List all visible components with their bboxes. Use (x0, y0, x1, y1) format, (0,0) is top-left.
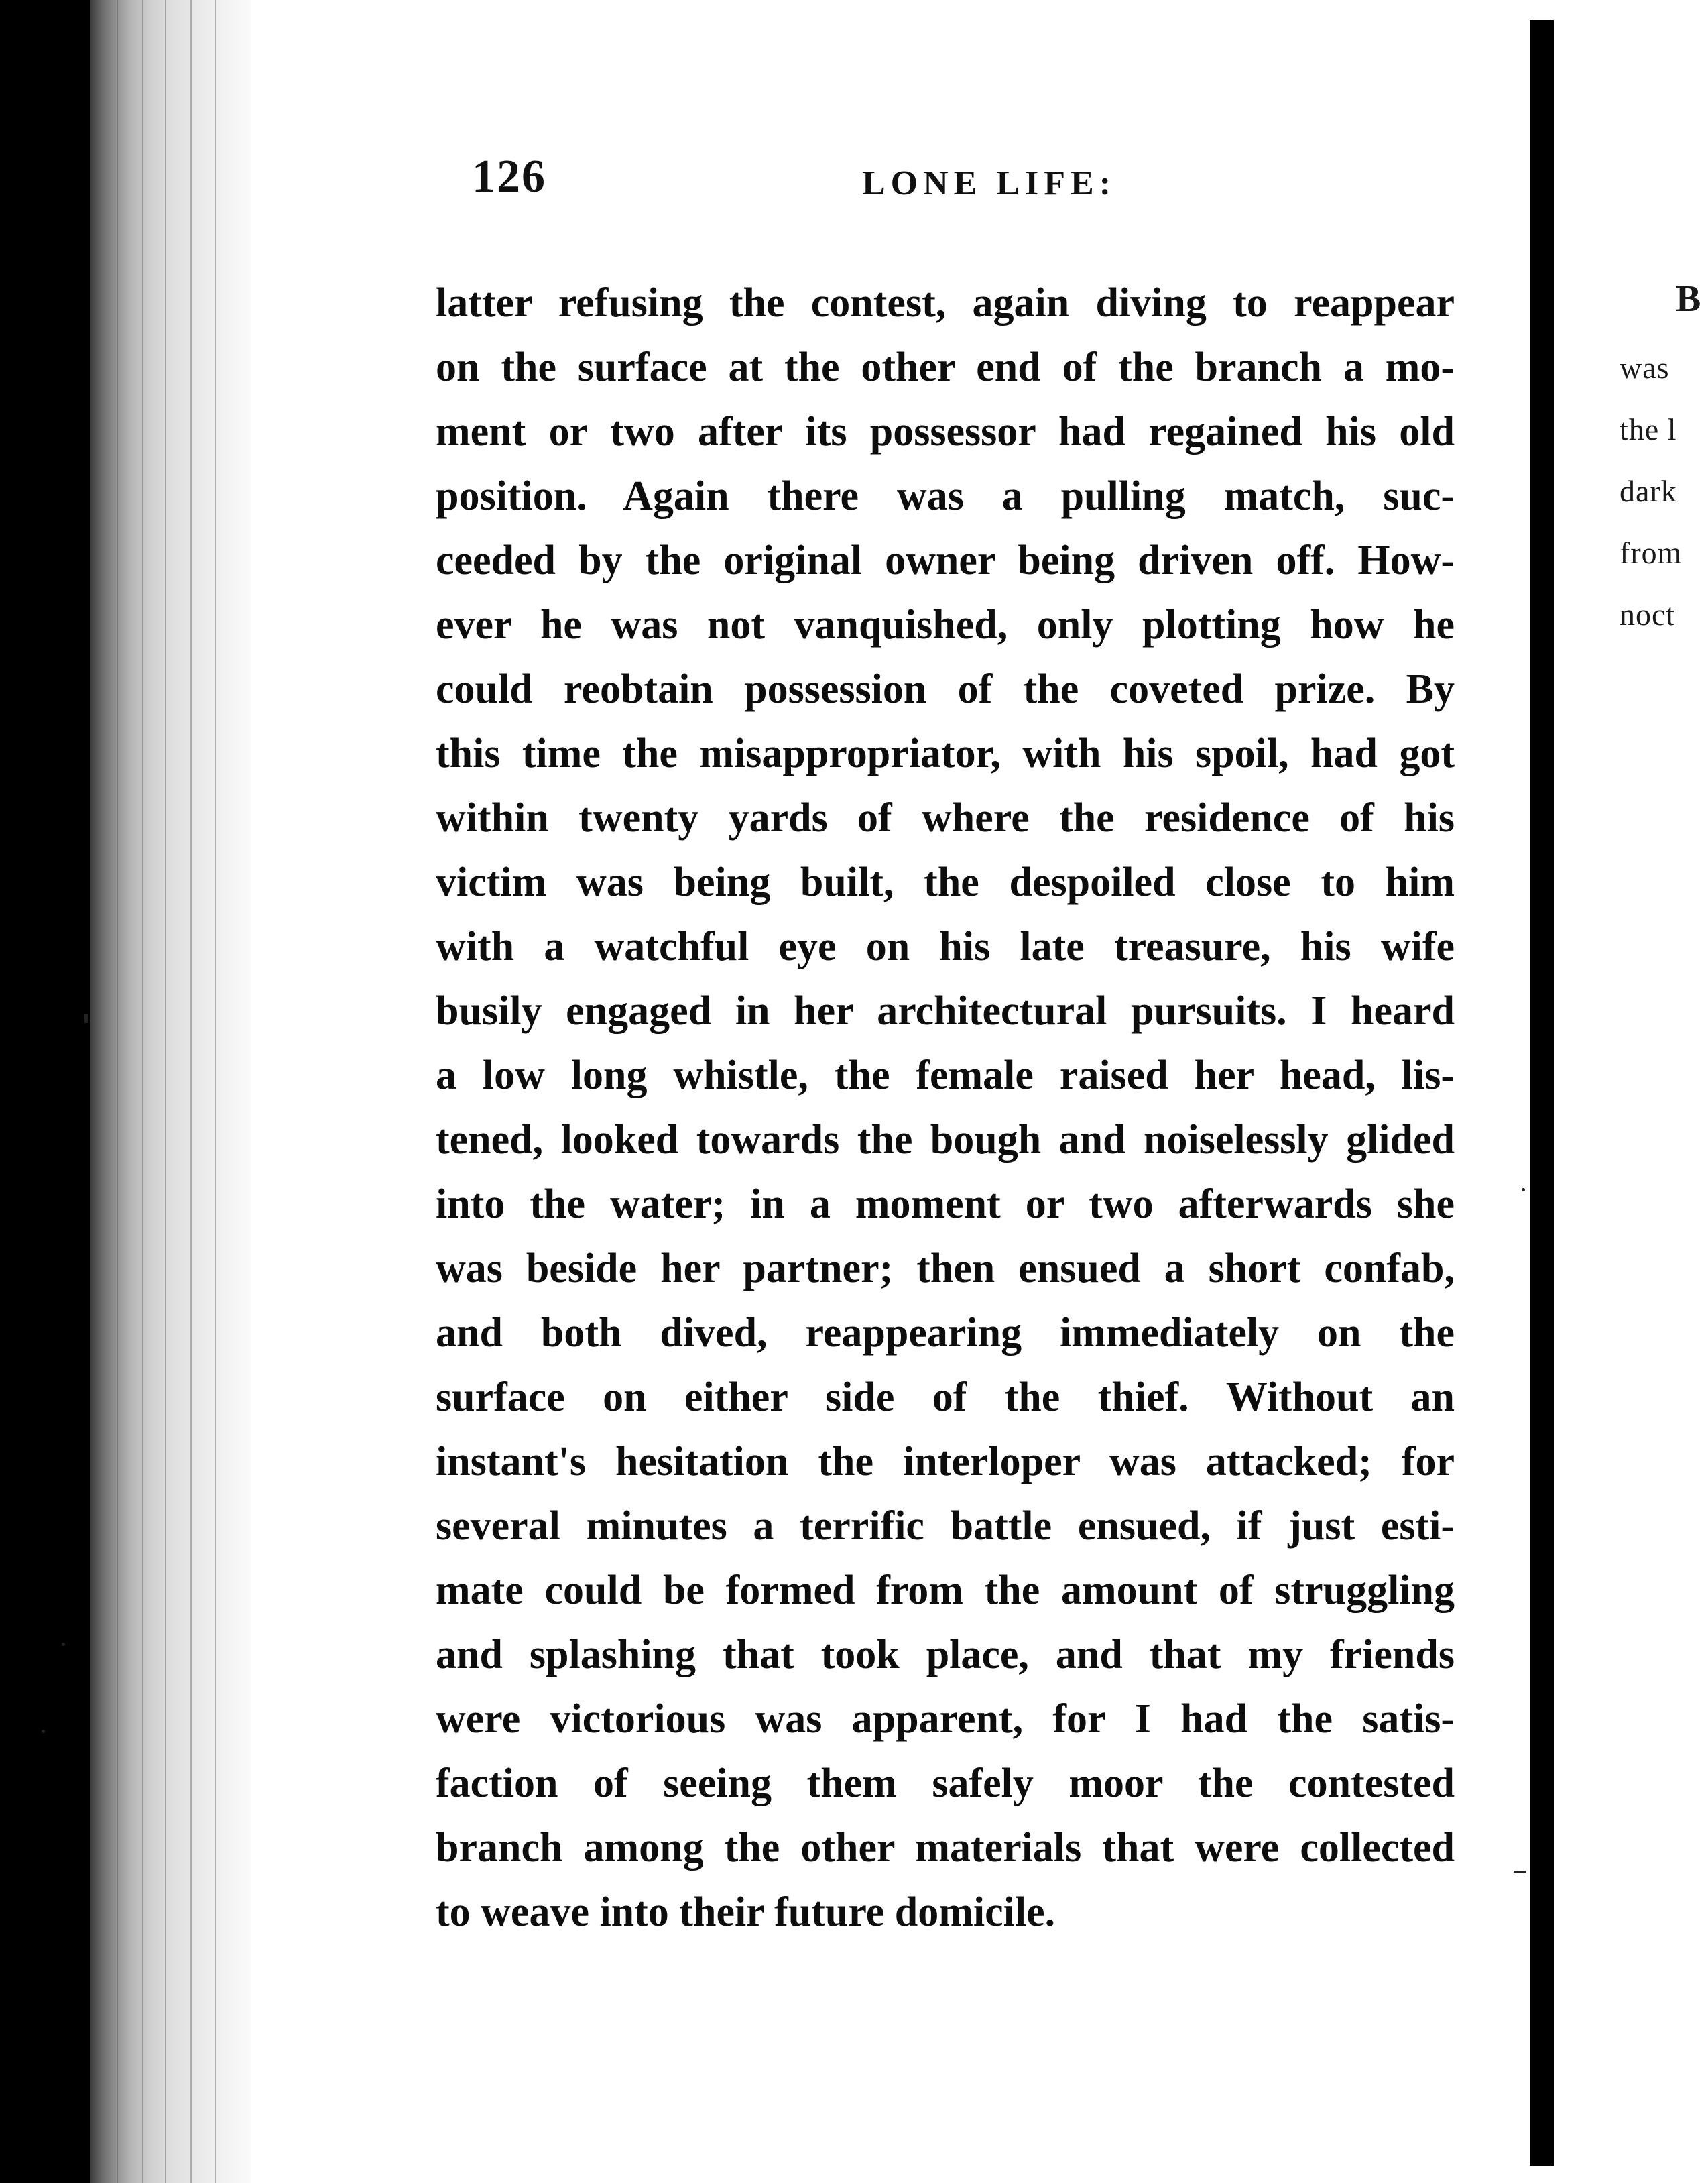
text-line: busily engaged in her architectural pursuits. I heard (436, 988, 1455, 1034)
text-line: and splashing that took place, and that my friends (436, 1632, 1455, 1677)
text-line: into the water; in a moment or two afterwards she (436, 1181, 1455, 1227)
text-line: victim was being built, the despoiled close to him (436, 860, 1455, 905)
running-head: LONE LIFE: (862, 164, 1117, 202)
facing-page-fragment: noct (1620, 597, 1676, 632)
text-line: within twenty yards of where the residence of his (436, 795, 1455, 841)
facing-page-fragment: the l (1620, 412, 1677, 447)
text-line: were victorious was apparent, for I had the satis- (436, 1696, 1455, 1742)
text-line: mate could be formed from the amount of struggling (436, 1568, 1455, 1613)
text-line: instant's hesitation the interloper was attacked; for (436, 1439, 1455, 1484)
text-line: surface on either side of the thief. Without an (436, 1374, 1455, 1420)
text-line: several minutes a terrific battle ensued, if just esti- (436, 1503, 1455, 1549)
facing-page-fragment: from (1620, 536, 1683, 570)
facing-page-fragment: dark (1620, 474, 1677, 508)
text-line: ceeded by the original owner being driven off. How- (436, 538, 1455, 583)
text-line: to weave into their future domicile. (436, 1889, 1056, 1935)
text-line: faction of seeing them safely moor the contested (436, 1761, 1455, 1806)
text-line: on the surface at the other end of the branch a mo- (436, 345, 1455, 390)
text-line: a low long whistle, the female raised her head, lis- (436, 1053, 1455, 1098)
book-page-edges (90, 0, 251, 2183)
text-line: could reobtain possession of the coveted prize. By (436, 666, 1455, 712)
text-line: ment or two after its possessor had regained his old (436, 409, 1455, 455)
page-number: 126 (472, 151, 546, 202)
text-line: position. Again there was a pulling match, suc- (436, 473, 1455, 519)
scan-border-left (0, 0, 90, 2183)
text-line: with a watchful eye on his late treasure, his wife (436, 924, 1455, 969)
facing-page (1554, 0, 1708, 2183)
facing-page-fragment: B (1676, 278, 1702, 320)
text-line: branch among the other materials that were collected (436, 1825, 1455, 1871)
text-line: this time the misappropriator, with his spoil, had got (436, 731, 1455, 776)
text-line: ever he was not vanquished, only plotting how he (436, 602, 1455, 648)
text-line: was beside her partner; then ensued a short confab, (436, 1246, 1455, 1291)
facing-page-fragment: was (1620, 351, 1670, 385)
text-line: latter refusing the contest, again diving to reappear (436, 280, 1455, 326)
text-line: and both dived, reappearing immediately on the (436, 1310, 1455, 1356)
text-line: tened, looked towards the bough and noiselessly glided (436, 1117, 1455, 1163)
book-gutter (1530, 20, 1554, 2166)
